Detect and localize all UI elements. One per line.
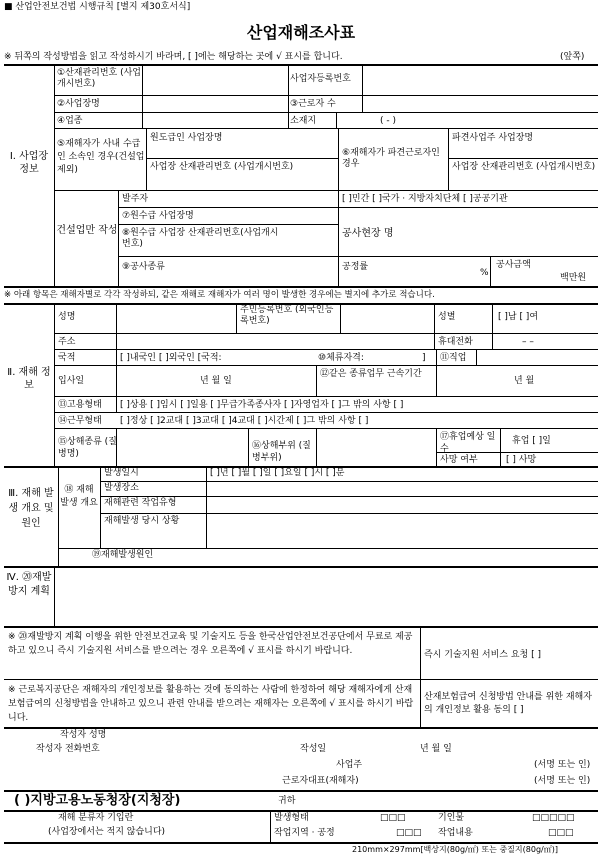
workers-label: ③근로자 수 (290, 99, 336, 109)
same-work-ym: 년 월 (514, 376, 535, 386)
work-label: 재해관련 작업유형 (104, 498, 177, 508)
gender-label: 성별 (438, 312, 456, 322)
victim-name-label: 성명 (58, 312, 76, 322)
employer-sign: (서명 또는 인) (534, 760, 591, 770)
prime-site-label: ⑦원수급 사업장명 (122, 211, 194, 221)
death-option[interactable]: [ ] 사망 (506, 455, 537, 465)
dispatch-label: ⑥재해자가 파견근로자인 경우 (342, 148, 440, 169)
dispatch-name-label: 파견사업주 사업장명 (452, 133, 534, 143)
injury-type-label: ⑮상해종류 (질병명) (58, 437, 117, 459)
emp-type-label: ⑬고용형태 (58, 400, 102, 410)
section4-title: Ⅳ. ⑳재발 방지 계획 (6, 572, 52, 597)
site-name-label: 공사현장 명 (342, 228, 394, 239)
hire-date-label: 입사일 (58, 376, 85, 386)
subcontract-label: ⑤재해자가 사내 수급인 소속인 경우(건설업 제외) (57, 139, 145, 175)
work-content-label: 작업내용 (438, 828, 473, 838)
biz-reg-no-label: 사업자등록번호 (290, 74, 351, 84)
section2-note: ※ 아래 항목은 재해자별로 각각 작성하되, 같은 재해로 재해자가 여러 명이 발생한 경우에는 별지에 추가로 적습니다. (4, 290, 435, 300)
recipient-suffix: 귀하 (278, 796, 296, 806)
dispatch-no-label: 사업장 산재관리번호 (사업개시번호) (452, 162, 596, 172)
percent-unit: % (480, 268, 489, 278)
section3-sub: ⑱ 재해 발생 개요 (60, 485, 98, 508)
hire-date-ymd: 년 월 일 (200, 376, 232, 386)
victim-address-label: 주소 (58, 337, 76, 347)
origin-boxes[interactable]: □□□□□ (532, 813, 575, 823)
rest-days-value[interactable]: 휴업 [ ]일 (512, 436, 551, 446)
classification-note: (사업장에서는 적지 않습니다) (48, 827, 166, 837)
worker-rep-label: 근로자대표(재해자) (282, 776, 359, 786)
datetime-fields[interactable]: [ ]년 [ ]월 [ ]일 [ ]요일 [ ]시 [ ]분 (210, 468, 345, 478)
author-phone-label: 작성자 전화번호 (36, 744, 100, 754)
progress-label: 공정률 (342, 262, 369, 272)
privacy-notice: ※ 근로복지공단은 재해자의 개인정보를 활용하는 것에 동의하는 사람에 한정하여 해당 재해자에게 산재보험급여의 신청방법을 안내하고 있으니 관련 안내를 받으려는 재해자는 오른쪽에 √ 표시를 하시기 바랍니다. (8, 685, 414, 723)
prime-name-label: 원도급인 사업장명 (150, 133, 223, 143)
construction-label: 건설업만 작성 (56, 225, 118, 236)
shift-label: ⑭근무형태 (58, 416, 102, 426)
work-type-label: ⑨공사종류 (122, 262, 165, 272)
law-reference: ■ 산업안전보건법 시행규칙 [별지 제30호서식] (4, 2, 191, 12)
phone-label: 휴대전화 (438, 337, 473, 347)
phone-dash: – – (522, 337, 534, 347)
tech-support-request[interactable]: 즉시 기술지원 서비스 요청 [ ] (424, 650, 541, 660)
orderer-options[interactable]: [ ]민간 [ ]국가 · 지방자치단체 [ ]공공기관 (342, 194, 508, 204)
recipient: ( )지방고용노동청장(지청장) (14, 793, 181, 808)
orderer-label: 발주자 (122, 194, 149, 204)
death-label: 사망 여부 (440, 455, 478, 465)
same-work-label: ⑫같은 종류업무 근속기간 (320, 369, 422, 379)
occur-type-label: 발생형태 (274, 813, 309, 823)
datetime-label: 발생일시 (104, 468, 139, 478)
resident-no-label: 주민등록번호 (외국인등록번호) (240, 305, 334, 326)
nationality-options[interactable]: [ ]내국인 [ ]외국인 [국적: (120, 353, 222, 363)
worker-sign: (서명 또는 인) (534, 776, 591, 786)
nationality-label: 국적 (58, 353, 76, 363)
business-no-label: ①산재관리번호 (사업개시번호) (57, 68, 141, 89)
paper-spec: 210mm×297mm[백상지(80g/㎡) 또는 중질지(80g/㎡)] (352, 845, 558, 854)
section3-title: Ⅲ. 재해 발생 개요 및 원인 (8, 488, 54, 529)
biz-name-label: ②사업장명 (57, 99, 100, 109)
job-label: ⑪직업 (440, 353, 467, 363)
injury-part-label: ⑯상해부위 (질병부위) (252, 441, 311, 463)
privacy-request[interactable]: 산재보험급여 신청방법 안내를 위한 재해자의 개인정보 활용 동의 [ ] (424, 692, 592, 715)
employer-label: 사업주 (336, 760, 363, 770)
page-side: (앞쪽) (560, 52, 585, 62)
situation-label: 재해발생 당시 상황 (104, 516, 180, 526)
gender-options[interactable]: [ ]남 [ ]여 (498, 312, 539, 322)
section1-title: Ⅰ. 사업장 정보 (9, 151, 49, 175)
form-title: 산업재해조사표 (246, 23, 356, 42)
shift-options[interactable]: [ ]정상 [ ]2교대 [ ]3교대 [ ]4교대 [ ]시간제 [ ]그 밖의 사항 [ ] (120, 416, 369, 426)
work-region-boxes[interactable]: □□□ (396, 828, 422, 838)
author-label: 작성자 성명 (60, 730, 107, 740)
work-region-label: 작업지역 · 공정 (274, 828, 335, 838)
address-label: 소재지 (290, 116, 317, 126)
origin-label: 기인물 (438, 813, 465, 823)
work-content-boxes[interactable]: □□□ (548, 828, 574, 838)
date-ymd: 년 월 일 (420, 744, 452, 754)
place-label: 발생장소 (104, 483, 139, 493)
prime-no-label: 사업장 산재관리번호 (사업개시번호) (150, 162, 294, 172)
status-label: ⑩체류자격: (318, 353, 364, 363)
instruction-note: ※ 뒤쪽의 작성방법을 읽고 작성하시기 바라며, [ ]에는 해당하는 곳에 √ 표시를 합니다. (4, 52, 343, 62)
amount-label: 공사금액 (496, 260, 531, 270)
amount-unit: 백만원 (560, 273, 587, 283)
rest-days-label: ⑰휴업예상 일수 (440, 432, 496, 454)
prime-site-no-label: ⑧원수급 사업장 산재관리번호(사업개시번호) (122, 228, 279, 249)
emp-type-options[interactable]: [ ]상용 [ ]임시 [ ]일용 [ ]무급가족종사자 [ ]자영업자 [ ]그 밖의 사항 [ ] (120, 400, 404, 410)
tech-support-notice: ※ ⑳재발방지 계획 이행을 위한 안전보건교육 및 기술지도 등을 한국산업안전보건공단에서 무료로 제공하고 있으니 즉시 기술지원 서비스를 받으려는 경우 오른쪽에 √ 표시를 하시기 바랍니다. (8, 632, 413, 656)
classification-label: 재해 분류자 기입란 (58, 813, 134, 823)
date-label: 작성일 (300, 744, 327, 754)
section2-title: Ⅱ. 재해 정보 (7, 367, 51, 391)
address-paren: ( - ) (380, 116, 396, 126)
occur-type-boxes[interactable]: □□□ (380, 813, 406, 823)
industry-label: ④업종 (57, 116, 83, 126)
cause-label: ⑲재해발생원인 (92, 550, 154, 560)
status-close: ] (422, 353, 426, 363)
